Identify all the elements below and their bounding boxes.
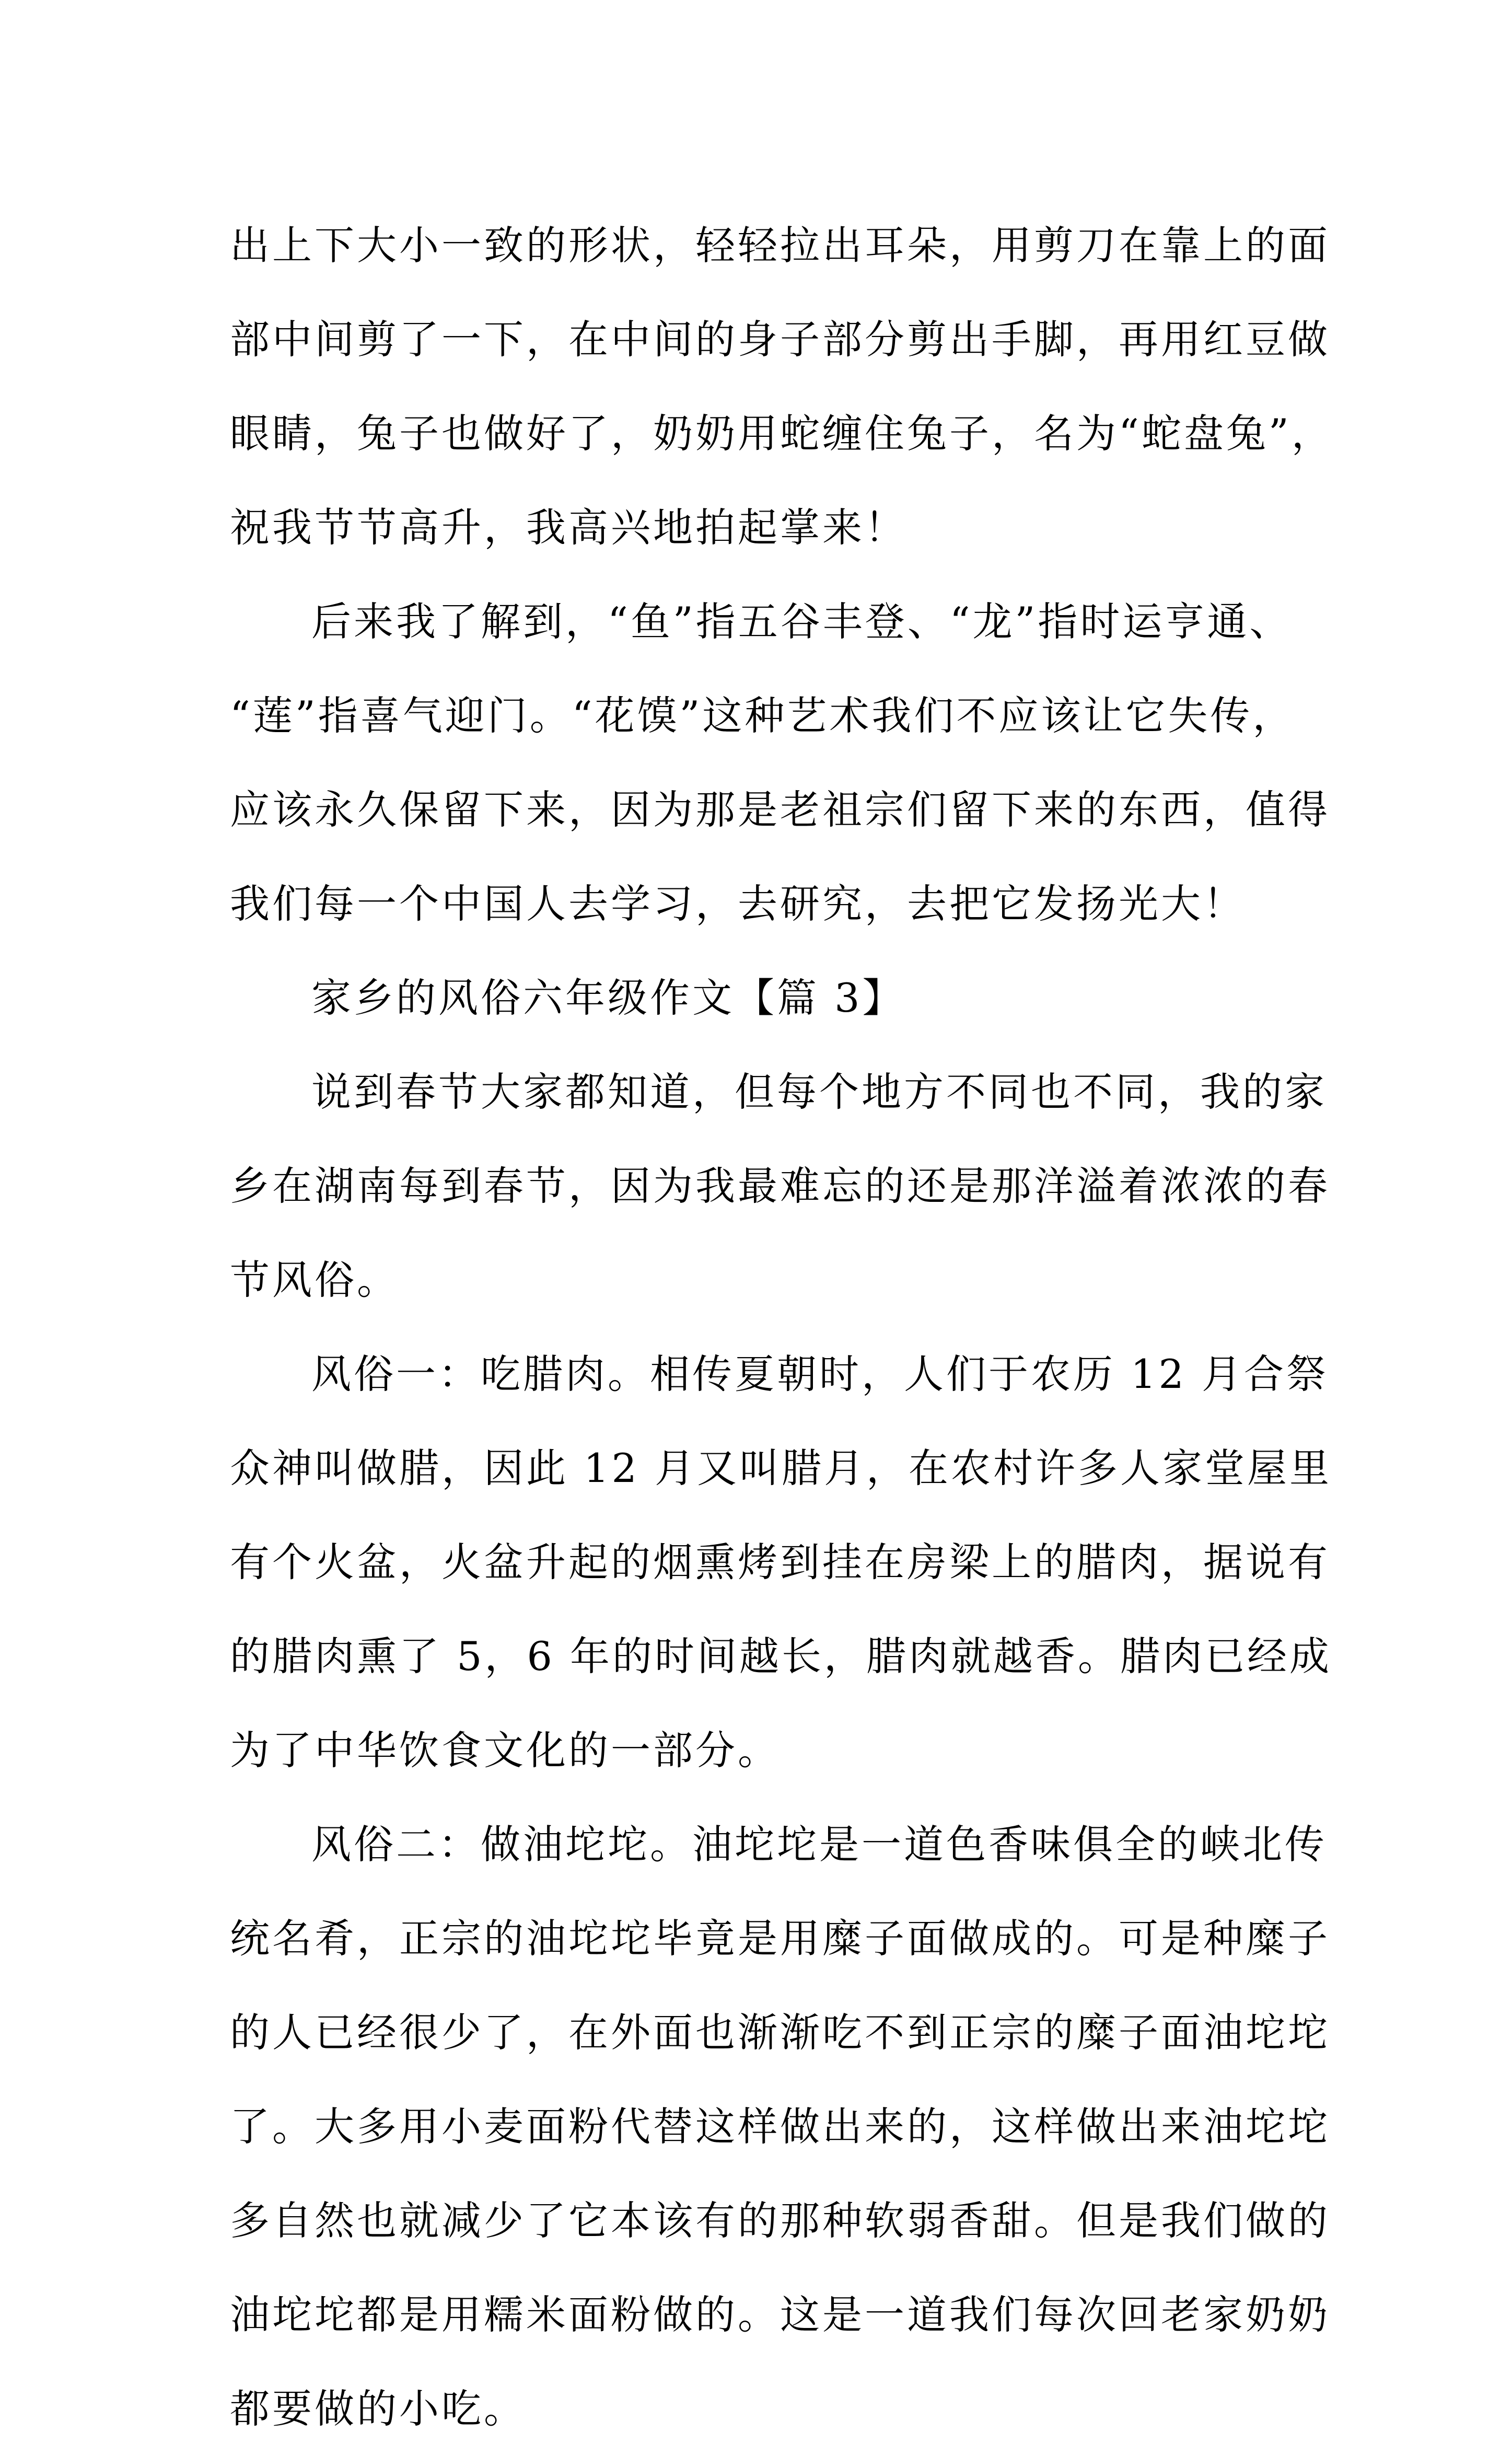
text-line: 乡在湖南每到春节，因为我最难忘的还是那洋溢着浓浓的春 (230, 1163, 1330, 1209)
paragraph-2 (230, 575, 1330, 951)
text-line: 都要做的小吃。 (230, 2385, 526, 2432)
paragraph-1 (230, 199, 1334, 575)
text-line: 众神叫做腊，因此 12 月又叫腊月，在农村许多人家堂屋里 (230, 1445, 1332, 1491)
text-line: 说到春节大家都知道，但每个地方不同也不同，我的家 (311, 1069, 1327, 1115)
text-line: 出上下大小一致的形状，轻轻拉出耳朵，用剪刀在靠上的面 (230, 222, 1330, 269)
paragraph-3 (230, 1045, 1330, 1327)
text-line: 后来我了解到，“鱼”指五谷丰登、“龙”指时运亨通、 (311, 598, 1292, 645)
text-line: 统名肴，正宗的油坨坨毕竟是用糜子面做成的。可是种糜子 (230, 1915, 1330, 1962)
text-line: 应该永久保留下来，因为那是老祖宗们留下来的东西，值得 (230, 786, 1330, 833)
text-line: 祝我节节高升，我高兴地拍起掌来！ (230, 504, 907, 551)
text-line: 的人已经很少了，在外面也渐渐吃不到正宗的糜子面油坨坨 (230, 2009, 1330, 2056)
text-line: 风俗二：做油坨坨。油坨坨是一道色香味俱全的峡北传 (311, 1821, 1327, 1868)
text-line: 多自然也就减少了它本该有的那种软弱香甜。但是我们做的 (230, 2197, 1330, 2244)
text-line: 有个火盆，火盆升起的烟熏烤到挂在房梁上的腊肉，据说有 (230, 1539, 1330, 1585)
section-title: 家乡的风俗六年级作文【篇 3】 (311, 975, 905, 1021)
paragraph-5 (230, 1798, 1330, 2456)
section-heading (230, 951, 1290, 1045)
text-line: 我们每一个中国人去学习，去研究，去把它发扬光大！ (230, 881, 1246, 927)
text-line: 油坨坨都是用糯米面粉做的。这是一道我们每次回老家奶奶 (230, 2291, 1330, 2338)
text-line: 风俗一：吃腊肉。相传夏朝时，人们于农历 12 月合祭 (311, 1351, 1329, 1397)
text-line: 部中间剪了一下，在中间的身子部分剪出手脚，再用红豆做 (230, 316, 1330, 363)
text-line: 了。大多用小麦面粉代替这样做出来的，这样做出来油坨坨 (230, 2103, 1330, 2150)
paragraph-4 (230, 1327, 1332, 1798)
text-line: 的腊肉熏了 5，6 年的时间越长，腊肉就越香。腊肉已经成 (230, 1633, 1332, 1679)
text-line: 眼睛，兔子也做好了，奶奶用蛇缠住兔子，名为“蛇盘兔”， (230, 410, 1334, 457)
text-line: 节风俗。 (230, 1257, 399, 1303)
text-line: “莲”指喜气迎门。“花馍”这种艺术我们不应该让它失传， (230, 692, 1295, 739)
document-body (230, 199, 1334, 2456)
text-line: 为了中华饮食文化的一部分。 (230, 1727, 780, 1774)
